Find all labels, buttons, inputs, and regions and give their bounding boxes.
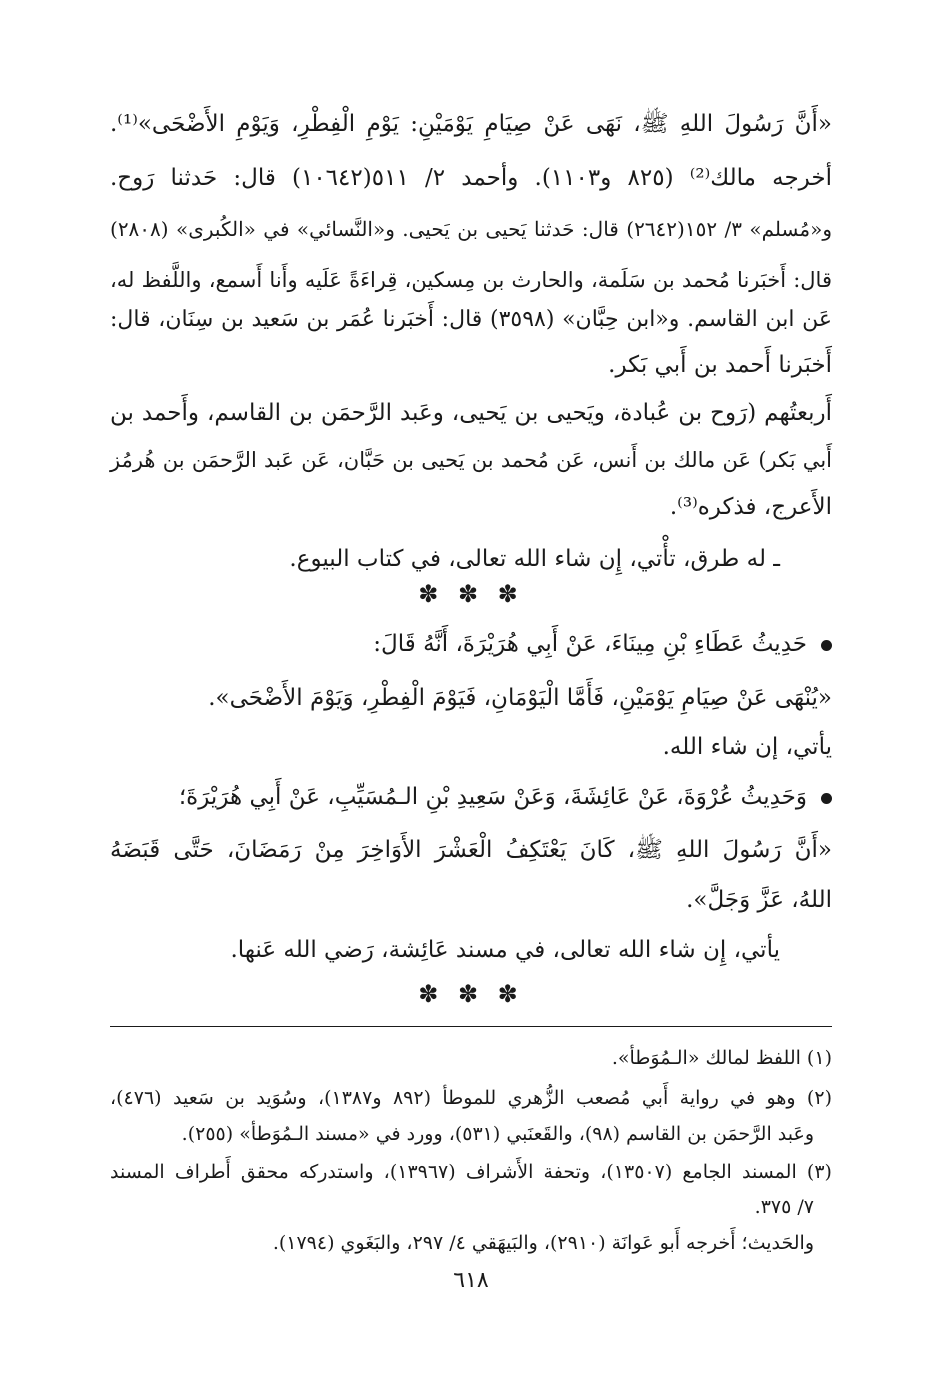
footnote: ٧/ ٣٧٥. <box>754 1196 814 1218</box>
takhrij-line: أخرجه مالك⁽²⁾ (٨٢٥ و١١٠٣). وأحمد ٢/ ٥١١(١٠٦٤٢) قال: حَدثنا رَوح. <box>110 165 832 191</box>
hadith-text: اللهُ، عَزَّ وَجَلَّ». <box>686 887 832 913</box>
section-separator: ✽ ✽ ✽ <box>418 980 524 1008</box>
footnote: (١) اللفظ لمالك «الـمُوَطأ». <box>611 1047 832 1069</box>
hadith-text: «يُنْهَى عَنْ صِيَامِ يَوْمَيْنِ، فَأَمَّا الْيَوْمَانِ، فَيَوْمَ الْفِطْرِ، وَيَوْمَ الأَضْحَى». <box>208 685 832 711</box>
footnote: (٢) وهو في رواية أَبي مُصعب الزُّهري للموطأ (٨٩٢ و١٣٨٧)، وسُوَيد بن سَعيد (٤٧٦)، <box>110 1087 832 1109</box>
hadith-header <box>110 624 832 664</box>
isnad-line: أَبي بَكر) عَن مالك بن أَنس، عَن مُحمد بن يَحيى بن حَبَّان، عَن عَبد الرَّحمَن بن هُرمُز <box>110 448 832 472</box>
takhrij-line: عَن ابن القاسم. و«ابن حِبَّان» (٣٥٩٨) قال: أَخبَرنا عُمَر بن سَعيد بن سِنَان، قال: <box>110 307 832 332</box>
note-line: ـ له طرق، تأْتي، إِن شاء الله تعالى، في كتاب البيوع. <box>289 546 780 572</box>
hadith-header-text: حَدِيثُ عَطَاءِ بْنِ مِينَاءَ، عَنْ أَبِي هُرَيْرَةَ، أَنَّهُ قَالَ: <box>373 631 807 657</box>
hadith-note: يأتي، إن شاء الله. <box>662 734 832 760</box>
takhrij-line: و«مُسلم» ٣/ ١٥٢(٢٦٤٢) قال: حَدثنا يَحيى بن يَحيى. و«النَّسائي» في «الكُبرى» (٢٨٠٨) <box>110 217 832 241</box>
hadith-header-text: وَحَدِيثُ عُرْوَةَ، عَنْ عَائِشَةَ، وَعَنْ سَعِيدِ بْنِ الـمُسَيِّبِ، عَنْ أَبِي هُرَيْرَةَ؛ <box>178 784 807 810</box>
hadith-text-line: «أَنَّ رَسُولَ اللهِ ﷺ، نَهَى عَنْ صِيَامِ يَوْمَيْنِ: يَوْمِ الْفِطْرِ، وَيَوْمِ الأَضْحَى»⁽¹⁾. <box>110 111 832 137</box>
section-separator: ✽ ✽ ✽ <box>418 580 524 608</box>
footnote-divider <box>110 1026 832 1027</box>
bullet-icon <box>821 640 832 651</box>
isnad-line: أَربعتُهم (رَوح بن عُبادة، ويَحيى بن يَحيى، وعَبد الرَّحمَن بن القاسم، وأَحمد بن <box>110 400 832 426</box>
takhrij-line: قال: أَخبَرنا مُحمد بن سَلَمة، والحارث بن مِسكين، قِراءَةً عَلَيه وأَنا أَسمع، واللَّفظ له، <box>110 268 832 292</box>
footnote: والحَديث؛ أَخرجه أَبو عَوانَة (٢٩١٠)، والبَيهَقي ٤/ ٢٩٧، والبَغَوي (١٧٩٤). <box>272 1232 814 1254</box>
page-number: ٦١٨ <box>453 1268 489 1293</box>
takhrij-line: أَخبَرنا أَحمد بن أَبي بَكر. <box>608 352 832 378</box>
bullet-icon <box>821 793 832 804</box>
hadith-note: يأتي، إِن شاء الله تعالى، في مسند عَائِشة، رَضي الله عَنها. <box>230 937 780 963</box>
hadith-header <box>110 777 832 817</box>
hadith-text: «أَنَّ رَسُولَ اللهِ ﷺ، كَانَ يَعْتَكِفُ الْعَشْرَ الأَوَاخِرَ مِنْ رَمَضَانَ، حَتَّى قَبَضَهُ <box>110 837 832 863</box>
footnote: وعَبد الرَّحمَن بن القاسم (٩٨)، والقَعنَبي (٥٣١)، وورد في «مسند الـمُوَطأ» (٢٥٥). <box>181 1123 814 1145</box>
footnote: (٣) المسند الجامع (١٣٥٠٧)، وتحفة الأَشراف (١٣٩٦٧)، واستدركه محقق أَطراف المسند <box>110 1161 832 1183</box>
isnad-line: الأَعرج، فذكره⁽³⁾. <box>669 494 832 520</box>
